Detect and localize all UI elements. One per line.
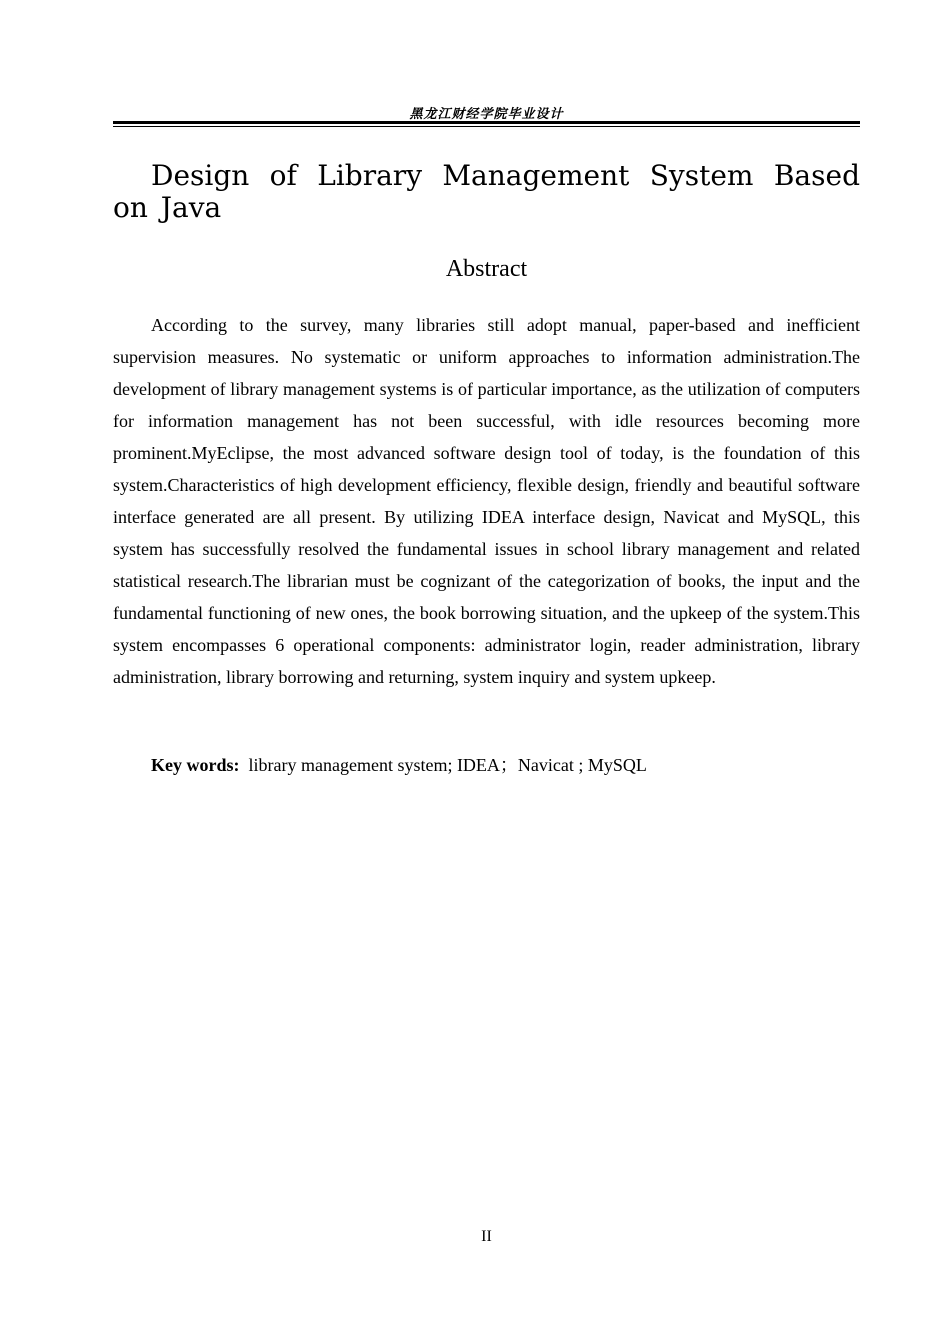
header-double-rule	[113, 121, 860, 127]
keywords-line	[113, 749, 860, 781]
page-number: II	[481, 1228, 492, 1245]
keywords-label: Key words:	[151, 755, 240, 775]
keywords-text: library management system; IDEA；Navicat ; MySQL	[248, 755, 647, 775]
running-header: 黑龙江财经学院毕业设计	[409, 107, 564, 122]
abstract-heading: Abstract	[445, 256, 528, 282]
abstract-paragraph: According to the survey, many libraries still adopt manual, paper-based and inefficient supervision measures. No systematic or uniform approaches to information administration.The development of library management systems is of particular importance, as the utilization of computers for information management has not been successful, with idle resources becoming more prominent.MyEclipse, the most advanced software design tool of today, is the foundation of this system.Characteristics of high development efficiency, flexible design, friendly and beautiful software interface generated are all present. By utilizing IDEA interface design, Navicat and MySQL, this system has successfully resolved the fundamental issues in school library management and related statistical research.The librarian must be cognizant of the categorization of books, the input and the fundamental functioning of new ones, the book borrowing situation, and the upkeep of the system.This system encompasses 6 operational components: administrator login, reader administration, library administration, library borrowing and returning, system inquiry and system upkeep.	[113, 315, 860, 687]
document-page	[113, 0, 860, 1344]
document-title: Design of Library Management System Based on Java	[113, 159, 860, 224]
